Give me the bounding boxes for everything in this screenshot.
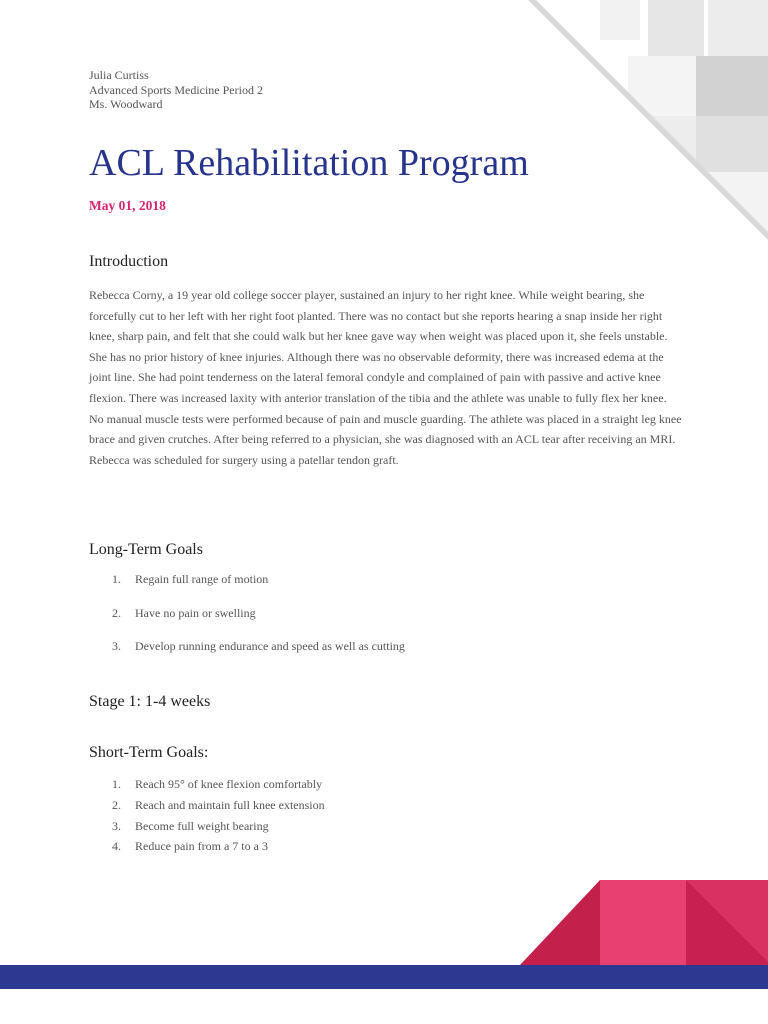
introduction-heading: Introduction <box>89 253 169 270</box>
list-item <box>89 819 325 840</box>
list-text: Reach 95° of knee flexion comfortably <box>135 777 323 791</box>
document-title: ACL Rehabilitation Program <box>89 142 529 184</box>
list-number: 1. <box>112 777 121 791</box>
short-term-goals-list <box>89 777 325 860</box>
bottom-decoration <box>0 878 768 1024</box>
list-number: 4. <box>112 839 121 854</box>
list-text: Reduce pain from a 7 to a 3 <box>135 839 268 854</box>
list-item <box>89 639 405 673</box>
list-item <box>89 572 405 606</box>
short-term-goals-heading: Short-Term Goals: <box>89 744 209 761</box>
document-date: May 01, 2018 <box>89 198 166 213</box>
top-right-decoration <box>528 0 768 240</box>
list-item <box>89 839 325 860</box>
list-text: Become full weight bearing <box>135 818 269 833</box>
list-item <box>89 798 325 819</box>
list-number: 1. <box>112 572 121 586</box>
stage-1-heading: Stage 1: 1-4 weeks <box>89 693 211 710</box>
list-text: Have no pain or swelling <box>135 605 256 620</box>
list-item <box>89 777 325 798</box>
list-text: Regain full range of motion <box>135 572 269 586</box>
list-number: 3. <box>112 818 121 833</box>
long-term-goals-heading: Long-Term Goals <box>89 541 203 558</box>
introduction-body: Rebecca Corny, a 19 year old college soccer player, sustained an injury to her right knee. While weight bearing, she forcefully cut to her left with her right foot planted. There was no contact but she reports hearing a snap inside her right knee, sharp pain, and felt that she could walk but her knee gave way when weight was placed upon it, she feels unstable. She has no prior history of knee injuries. Although there was no observable deformity, there was increased edema at the joint line. She had point tenderness on the lateral femoral condyle and complained of pain with passive and active knee flexion. There was increased laxity with anterior translation of the tibia and the athlete was unable to fully flex her knee. No manual muscle tests were performed because of pain and muscle guarding. The athlete was placed in a straight leg knee brace and given crutches. After being referred to a physician, she was diagnosed with an ACL tear after receiving an MRI. Rebecca was scheduled for surgery using a patellar tendon graft. <box>89 288 682 467</box>
course-name: Advanced Sports Medicine Period 2 <box>89 82 263 97</box>
list-text: Reach and maintain full knee extension <box>135 797 325 812</box>
list-text: Develop running endurance and speed as well as cutting <box>135 639 405 653</box>
author-block <box>89 68 263 112</box>
list-number: 2. <box>112 797 121 812</box>
list-number: 3. <box>112 639 121 653</box>
list-number: 2. <box>112 605 121 620</box>
long-term-goals-list <box>89 572 405 673</box>
teacher-name: Ms. Woodward <box>89 97 163 111</box>
author-name: Julia Curtiss <box>89 68 149 82</box>
list-item <box>89 606 405 640</box>
